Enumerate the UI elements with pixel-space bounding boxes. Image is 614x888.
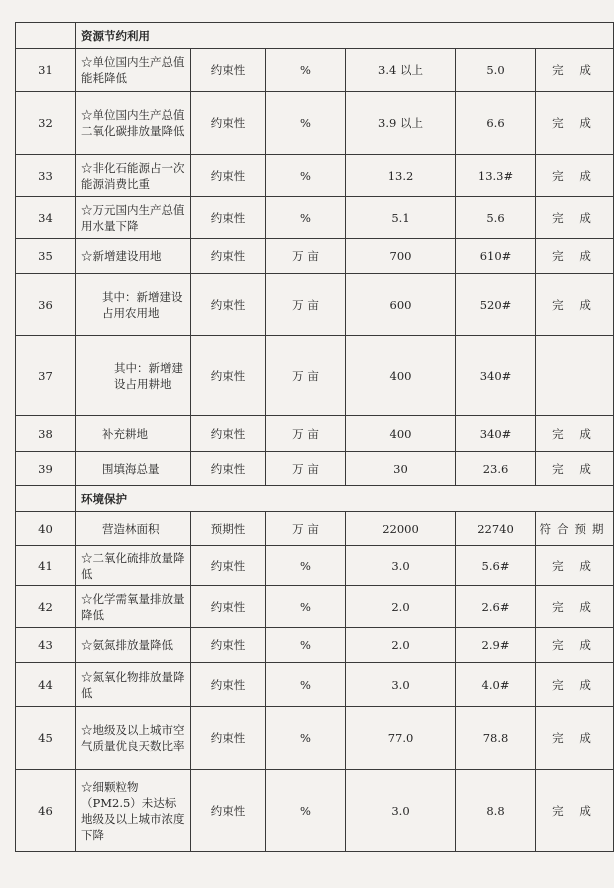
indicator-type: 约束性 (191, 546, 266, 586)
plan-target: 3.0 (346, 546, 456, 586)
row-number: 36 (16, 274, 76, 336)
actual-value: 2.9# (456, 628, 536, 663)
indicator-unit: 万 亩 (266, 239, 346, 274)
indicator-type: 约束性 (191, 628, 266, 663)
indicator-type: 约束性 (191, 416, 266, 452)
indicator-unit: 万 亩 (266, 452, 346, 486)
indicator-name: ☆单位国内生产总值能耗降低 (76, 49, 191, 92)
row-number: 43 (16, 628, 76, 663)
indicator-type: 约束性 (191, 92, 266, 155)
indicator-unit: % (266, 586, 346, 628)
indicator-type: 约束性 (191, 707, 266, 770)
actual-value: 23.6 (456, 452, 536, 486)
table-row (16, 628, 614, 663)
indicator-name: ☆单位国内生产总值二氧化碳排放量降低 (76, 92, 191, 155)
actual-value: 610# (456, 239, 536, 274)
indicator-unit: % (266, 92, 346, 155)
indicator-type: 约束性 (191, 274, 266, 336)
completion-status: 完 成 (536, 770, 614, 852)
section-label: 环境保护 (76, 486, 614, 512)
table-row (16, 336, 614, 416)
indicator-table (15, 22, 614, 852)
table-row (16, 586, 614, 628)
row-number: 44 (16, 663, 76, 707)
table-row (16, 416, 614, 452)
indicator-unit: % (266, 770, 346, 852)
table-row (16, 707, 614, 770)
indicator-type: 约束性 (191, 336, 266, 416)
indicator-name: ☆非化石能源占一次能源消费比重 (76, 155, 191, 197)
table-row (16, 239, 614, 274)
indicator-unit: % (266, 546, 346, 586)
indicator-name: 其中：新增建设占用农用地 (76, 274, 191, 336)
indicator-name: ☆新增建设用地 (76, 239, 191, 274)
plan-target: 13.2 (346, 155, 456, 197)
completion-status: 完 成 (536, 416, 614, 452)
row-number: 34 (16, 197, 76, 239)
actual-value: 5.0 (456, 49, 536, 92)
actual-value: 5.6 (456, 197, 536, 239)
indicator-type: 约束性 (191, 239, 266, 274)
actual-value: 340# (456, 336, 536, 416)
indicator-name: ☆氮氧化物排放量降低 (76, 663, 191, 707)
indicator-name: ☆二氧化硫排放量降低 (76, 546, 191, 586)
plan-target: 3.9 以上 (346, 92, 456, 155)
indicator-unit: 万 亩 (266, 416, 346, 452)
indicator-type: 约束性 (191, 770, 266, 852)
row-number: 45 (16, 707, 76, 770)
row-number: 35 (16, 239, 76, 274)
actual-value: 78.8 (456, 707, 536, 770)
row-number: 42 (16, 586, 76, 628)
plan-target: 3.4 以上 (346, 49, 456, 92)
actual-value: 22740 (456, 512, 536, 546)
indicator-unit: 万 亩 (266, 274, 346, 336)
indicator-name: ☆细颗粒物（PM2.5）未达标地级及以上城市浓度下降 (76, 770, 191, 852)
indicator-type: 约束性 (191, 49, 266, 92)
indicator-name: ☆化学需氧量排放量降低 (76, 586, 191, 628)
completion-status: 完 成 (536, 452, 614, 486)
actual-value: 8.8 (456, 770, 536, 852)
completion-status: 完 成 (536, 197, 614, 239)
table-row (16, 92, 614, 155)
actual-value: 4.0# (456, 663, 536, 707)
completion-status: 完 成 (536, 155, 614, 197)
section-num-cell (16, 23, 76, 49)
actual-value: 6.6 (456, 92, 536, 155)
plan-target: 400 (346, 416, 456, 452)
plan-target: 600 (346, 274, 456, 336)
indicator-unit: % (266, 707, 346, 770)
indicator-type: 约束性 (191, 663, 266, 707)
actual-value: 340# (456, 416, 536, 452)
table-row (16, 452, 614, 486)
table-row (16, 197, 614, 239)
indicator-name: 围填海总量 (76, 452, 191, 486)
indicator-name: ☆万元国内生产总值用水量下降 (76, 197, 191, 239)
plan-target: 2.0 (346, 628, 456, 663)
section-num-cell (16, 486, 76, 512)
actual-value: 5.6# (456, 546, 536, 586)
indicator-unit: % (266, 628, 346, 663)
completion-status: 符合预期 (536, 512, 614, 546)
table-body (16, 23, 614, 852)
section-row (16, 23, 614, 49)
actual-value: 13.3# (456, 155, 536, 197)
indicator-type: 约束性 (191, 155, 266, 197)
table-row (16, 274, 614, 336)
completion-status: 完 成 (536, 274, 614, 336)
completion-status: 完 成 (536, 92, 614, 155)
row-number: 41 (16, 546, 76, 586)
row-number: 37 (16, 336, 76, 416)
section-row (16, 486, 614, 512)
row-number: 40 (16, 512, 76, 546)
table-row (16, 546, 614, 586)
plan-target: 22000 (346, 512, 456, 546)
completion-status (536, 336, 614, 416)
indicator-unit: % (266, 155, 346, 197)
completion-status: 完 成 (536, 586, 614, 628)
completion-status: 完 成 (536, 49, 614, 92)
indicator-type: 约束性 (191, 586, 266, 628)
plan-target: 30 (346, 452, 456, 486)
indicator-unit: 万 亩 (266, 336, 346, 416)
plan-target: 2.0 (346, 586, 456, 628)
plan-target: 77.0 (346, 707, 456, 770)
completion-status: 完 成 (536, 628, 614, 663)
indicator-unit: % (266, 49, 346, 92)
plan-target: 400 (346, 336, 456, 416)
actual-value: 2.6# (456, 586, 536, 628)
indicator-unit: % (266, 197, 346, 239)
indicator-name: ☆氨氮排放量降低 (76, 628, 191, 663)
plan-target: 700 (346, 239, 456, 274)
indicator-name: 营造林面积 (76, 512, 191, 546)
table-row (16, 155, 614, 197)
indicator-type: 预期性 (191, 512, 266, 546)
indicator-type: 约束性 (191, 452, 266, 486)
table-row (16, 49, 614, 92)
section-label: 资源节约利用 (76, 23, 614, 49)
indicator-type: 约束性 (191, 197, 266, 239)
indicator-name: 补充耕地 (76, 416, 191, 452)
row-number: 31 (16, 49, 76, 92)
plan-target: 3.0 (346, 663, 456, 707)
actual-value: 520# (456, 274, 536, 336)
row-number: 33 (16, 155, 76, 197)
indicator-name: 其中：新增建设占用耕地 (76, 336, 191, 416)
completion-status: 完 成 (536, 239, 614, 274)
completion-status: 完 成 (536, 707, 614, 770)
plan-target: 3.0 (346, 770, 456, 852)
table-row (16, 512, 614, 546)
indicator-unit: % (266, 663, 346, 707)
completion-status: 完 成 (536, 663, 614, 707)
row-number: 32 (16, 92, 76, 155)
indicator-name: ☆地级及以上城市空气质量优良天数比率 (76, 707, 191, 770)
table-row (16, 663, 614, 707)
completion-status: 完 成 (536, 546, 614, 586)
row-number: 38 (16, 416, 76, 452)
plan-target: 5.1 (346, 197, 456, 239)
table-row (16, 770, 614, 852)
row-number: 46 (16, 770, 76, 852)
indicator-unit: 万 亩 (266, 512, 346, 546)
row-number: 39 (16, 452, 76, 486)
